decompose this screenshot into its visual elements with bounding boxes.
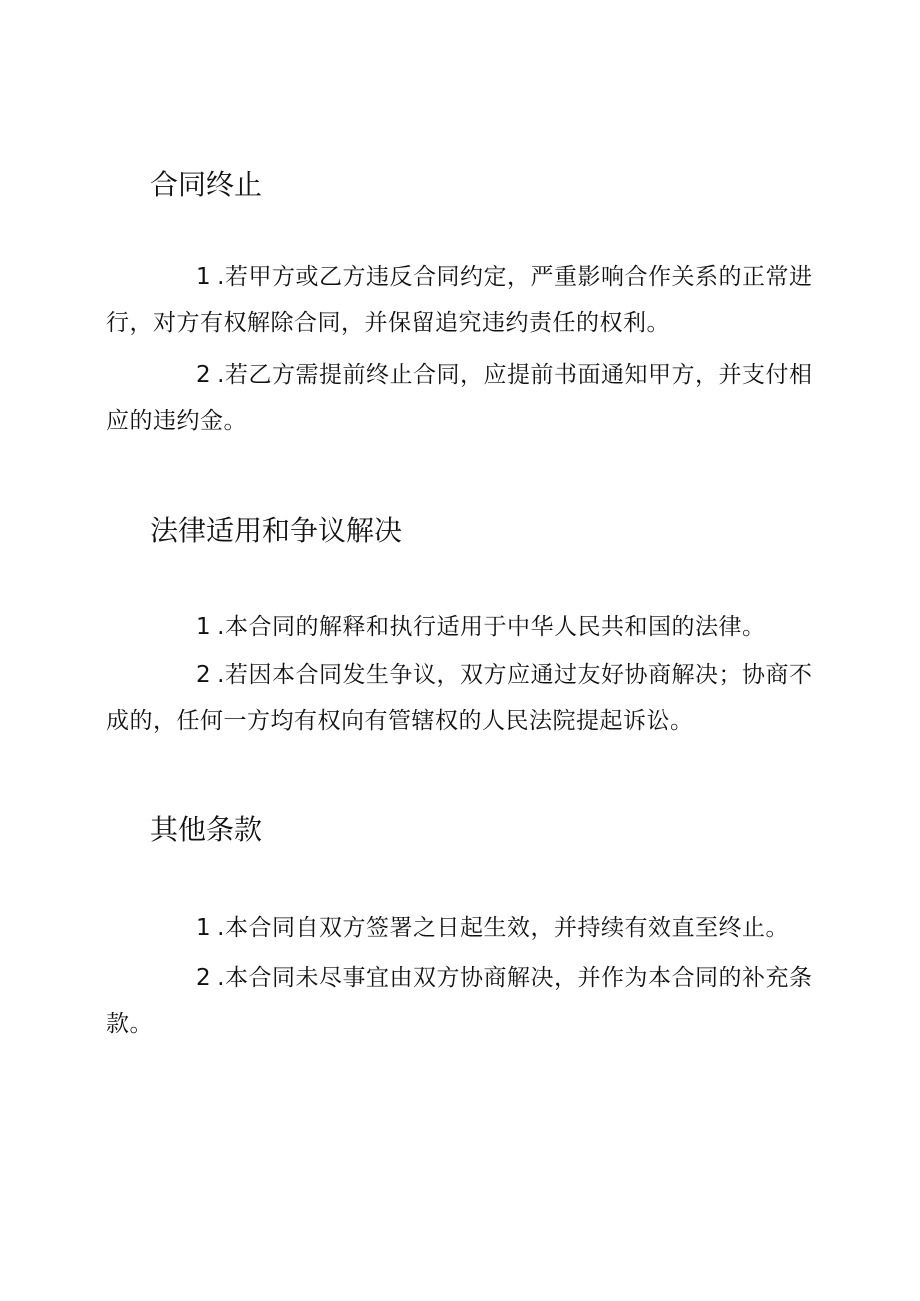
other-clause-1 [106, 905, 818, 951]
section-title-law-disputes: 法律适用和争议解决 [150, 514, 403, 547]
clause-number: 2 [196, 662, 212, 688]
section-title-termination: 合同终止 [150, 168, 263, 201]
termination-clause-1 [106, 254, 818, 346]
clause-number: 1 [196, 915, 212, 941]
section-title-other-terms: 其他条款 [150, 813, 263, 846]
clause-text: .本合同未尽事宜由双方协商解决，并作为本合同的补充条款。 [106, 965, 813, 1037]
termination-clause-2 [106, 352, 818, 444]
law-clause-1 [106, 604, 818, 650]
clause-number: 2 [196, 362, 212, 388]
other-clause-2 [106, 955, 818, 1047]
clause-text: .若甲方或乙方违反合同约定，严重影响合作关系的正常进行，对方有权解除合同，并保留追究违约责任的权利。 [106, 264, 813, 336]
clause-text: .本合同的解释和执行适用于中华人民共和国的法律。 [217, 614, 766, 640]
clause-text: .本合同自双方签署之日起生效，并持续有效直至终止。 [217, 915, 789, 941]
clause-number: 2 [196, 965, 212, 991]
clause-number: 1 [196, 614, 212, 640]
clause-number: 1 [196, 264, 212, 290]
clause-text: .若因本合同发生争议，双方应通过友好协商解决；协商不成的，任何一方均有权向有管辖权的人民法院提起诉讼。 [106, 662, 813, 734]
clause-text: .若乙方需提前终止合同，应提前书面通知甲方，并支付相应的违约金。 [106, 362, 813, 434]
law-clause-2 [106, 652, 818, 744]
